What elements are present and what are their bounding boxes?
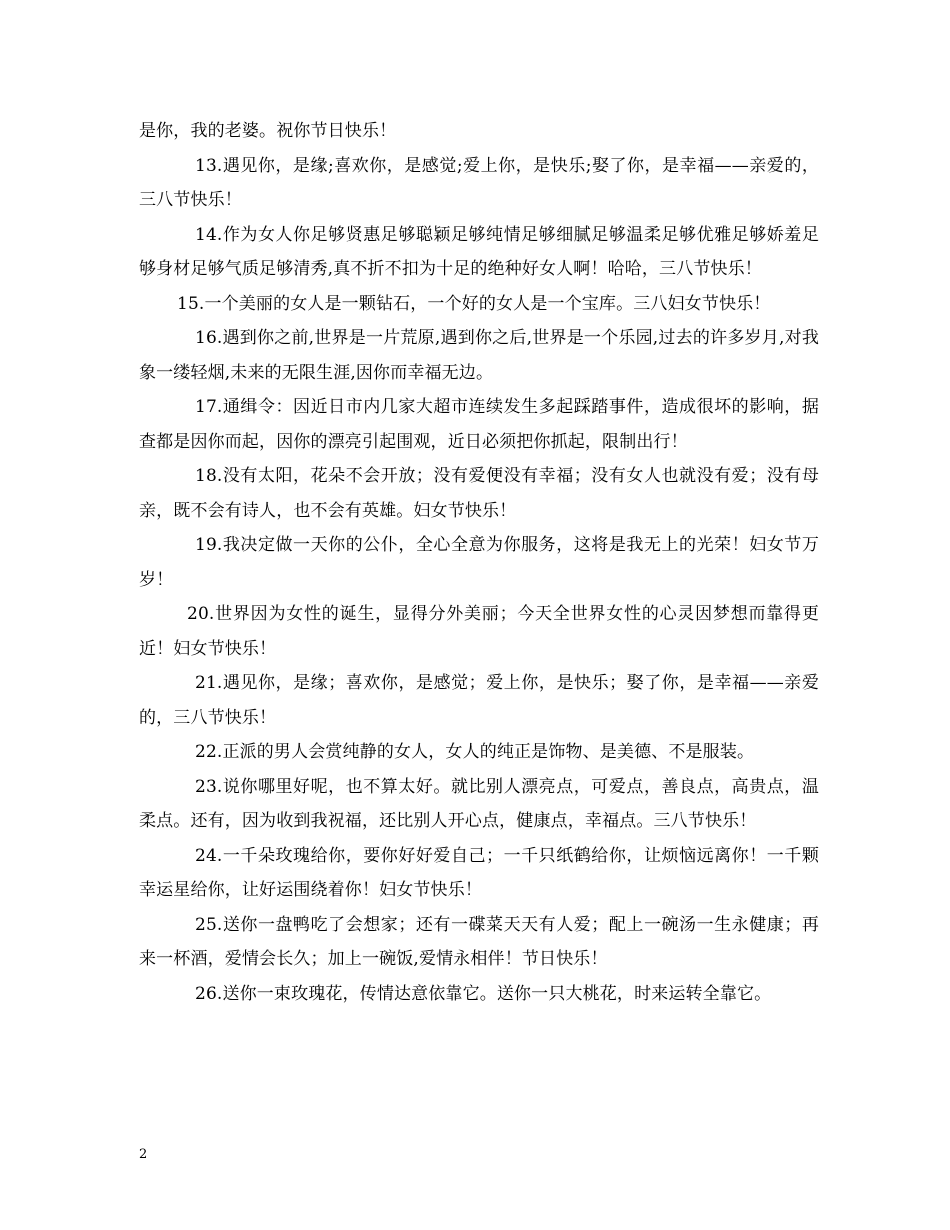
page-number: 2 <box>139 1147 148 1162</box>
document-body <box>139 114 819 1011</box>
paragraph-item-24: 24.一千朵玫瑰给你，要你好好爱自己；一千只纸鹤给你，让烦恼远离你！一千颗幸运星给你，让好运围绕着你！妇女节快乐！ <box>139 845 819 900</box>
paragraph-item-13: 13.遇见你，是缘;喜欢你，是感觉;爱上你，是快乐;娶了你，是幸福——亲爱的，三八节快乐！ <box>139 155 819 210</box>
paragraph-item-17: 17.通缉令：因近日市内几家大超市连续发生多起踩踏事件，造成很坏的影响，据查都是因你而起，因你的漂亮引起围观，近日必须把你抓起，限制出行！ <box>139 397 819 452</box>
paragraph-item-21: 21.遇见你，是缘；喜欢你，是感觉；爱上你，是快乐；娶了你，是幸福——亲爱的，三八节快乐！ <box>139 673 819 728</box>
paragraph-item-14: 14.作为女人你足够贤惠足够聪颖足够纯情足够细腻足够温柔足够优雅足够娇羞足够身材足够气质足够清秀,真不折不扣为十足的绝种好女人啊！哈哈，三八节快乐！ <box>139 224 819 279</box>
paragraph-item-15: 15.一个美丽的女人是一颗钻石，一个好的女人是一个宝库。三八妇女节快乐！ <box>177 293 771 314</box>
paragraph-item-16: 16.遇到你之前,世界是一片荒原,遇到你之后,世界是一个乐园,过去的许多岁月,对我象一缕轻烟,未来的无限生涯,因你而幸福无边。 <box>139 328 819 383</box>
paragraph-item-25: 25.送你一盘鸭吃了会想家；还有一碟菜天天有人爱；配上一碗汤一生永健康；再来一杯酒，爱情会长久；加上一碗饭,爱情永相伴！节日快乐！ <box>139 914 819 969</box>
paragraph-item-18: 18.没有太阳，花朵不会开放；没有爱便没有幸福；没有女人也就没有爱；没有母亲，既不会有诗人，也不会有英雄。妇女节快乐！ <box>139 466 819 521</box>
paragraph-item-20: 20.世界因为女性的诞生，显得分外美丽；今天全世界女性的心灵因梦想而靠得更近！妇女节快乐！ <box>139 604 819 659</box>
paragraph-continuation: 是你，我的老婆。祝你节日快乐！ <box>139 121 397 141</box>
paragraph-item-19: 19.我决定做一天你的公仆，全心全意为你服务，这将是我无上的光荣！妇女节万岁！ <box>139 535 819 590</box>
paragraph-item-23: 23.说你哪里好呢，也不算太好。就比别人漂亮点，可爱点，善良点，高贵点，温柔点。还有，因为收到我祝福，还比别人开心点，健康点，幸福点。三八节快乐！ <box>139 776 819 831</box>
paragraph-item-22: 22.正派的男人会赏纯静的女人，女人的纯正是饰物、是美德、不是服装。 <box>195 742 755 762</box>
paragraph-item-26: 26.送你一束玫瑰花，传情达意依靠它。送你一只大桃花，时来运转全靠它。 <box>195 983 772 1004</box>
